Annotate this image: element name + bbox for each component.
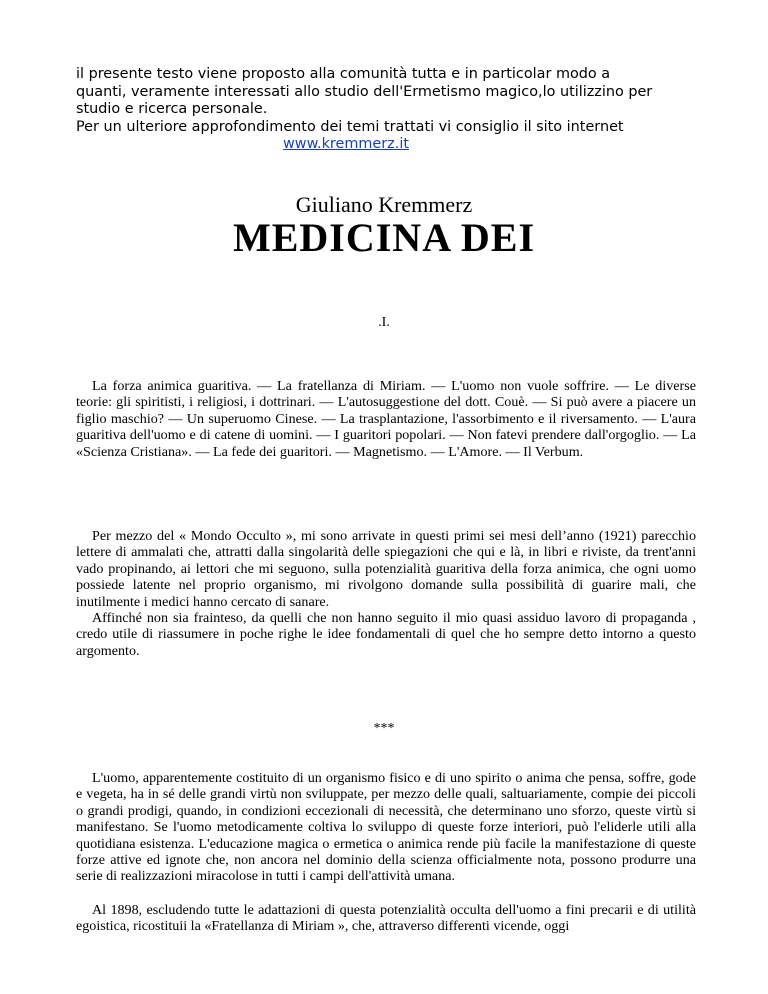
body-paragraph-2	[76, 902, 696, 935]
body-paragraph-1	[76, 770, 696, 885]
book-title: MEDICINA DEI	[232, 215, 536, 260]
paragraph: L'uomo, apparentemente costituito di un organismo fisico e di uno spirito o anima che pensa, soffre, gode e vegeta, ha in sé delle grandi virtù non sviluppate, per mezzo delle quali, saltuariamente, compie dei piccoli o grandi prodigi, quando, in condizioni eccezionali di necessità, che determinano uno sforzo, queste virtù si manifestano. Se l'uomo metodicamente coltiva lo sviluppo di queste forze interiori, può l'eliderle utili alla quotidiana esistenza. L'educazione magica o ermetica o animica rende più facile la manifestazione di queste forze attive ed ignote che, non ancora nel dominio della scienza officialmente nota, possono produrre una serie di realizzazioni miracolose in tutti i campi dell'attività umana.	[76, 770, 696, 885]
notice-line-3: studio e ricerca personale.	[76, 101, 268, 118]
author-name: Giuliano Kremmerz	[295, 192, 473, 217]
notice-line-1: il presente testo viene proposto alla comunità tutta e in particolar modo a	[76, 66, 611, 82]
chapter-summary	[76, 378, 696, 460]
paragraph: Al 1898, escludendo tutte le adattazioni di questa potenzialità occulta dell'uomo a fini precarii e di utilità egoistica, ricostituii la «Fratellanza di Miriam », che, attraverso differenti vicende, oggi	[76, 902, 696, 935]
website-link[interactable]: www.kremmerz.it	[283, 136, 409, 153]
notice-line-2: quanti, veramente interessati allo studio dell'Ermetismo magico,lo utilizzino per	[76, 83, 653, 100]
intro-paragraphs	[76, 528, 696, 659]
chapter-number: .I.	[378, 315, 390, 330]
paragraph: Per mezzo del « Mondo Occulto », mi sono arrivate in questi primi sei mesi dell’anno (1921) parecchio lettere di ammalati che, attratti dalla singolarità delle spiegazioni che qui e là, in libri e riviste, da trent'anni vado propinando, ai lettori che mi seguono, sulla potenzialità guaritiva della forza animica, che ogni uomo possiede latente nel proprio organismo, mi rivolgono domande sulla possibilità di guarire mali, che inutilmente i medici hanno cercato di sanare.	[76, 528, 696, 610]
notice-line-4: Per un ulteriore approfondimento dei temi trattati vi consiglio il sito internet	[76, 118, 624, 135]
section-separator: ***	[373, 721, 395, 736]
notice-link-line	[76, 136, 616, 154]
paragraph: Affinché non sia frainteso, da quelli che non hanno seguito il mio quasi assiduo lavoro di propaganda , credo utile di riassumere in poche righe le idee fondamentali di quel che ho sempre detto intorno a questo argomento.	[76, 610, 696, 659]
summary-text: La forza animica guaritiva. — La fratellanza di Miriam. — L'uomo non vuole soffrire. — Le diverse teorie: gli spiritisti, i religiosi, i dottrinari. — L'autosuggestione del dott. Couè. — Si può avere a piacere un figlio maschio? — Un superuomo Cinese. — La trasplantazione, l'assorbimento e il riversamento. — L'aura guaritiva dell'uomo e di catene di uomini. — I guaritori popolari. — Non fatevi prendere dall'orgoglio. — La «Scienza Cristiana». — La fede dei guaritori. — Magnetismo. — L'Amore. — Il Verbum.	[76, 378, 696, 460]
header-notice	[76, 66, 716, 154]
